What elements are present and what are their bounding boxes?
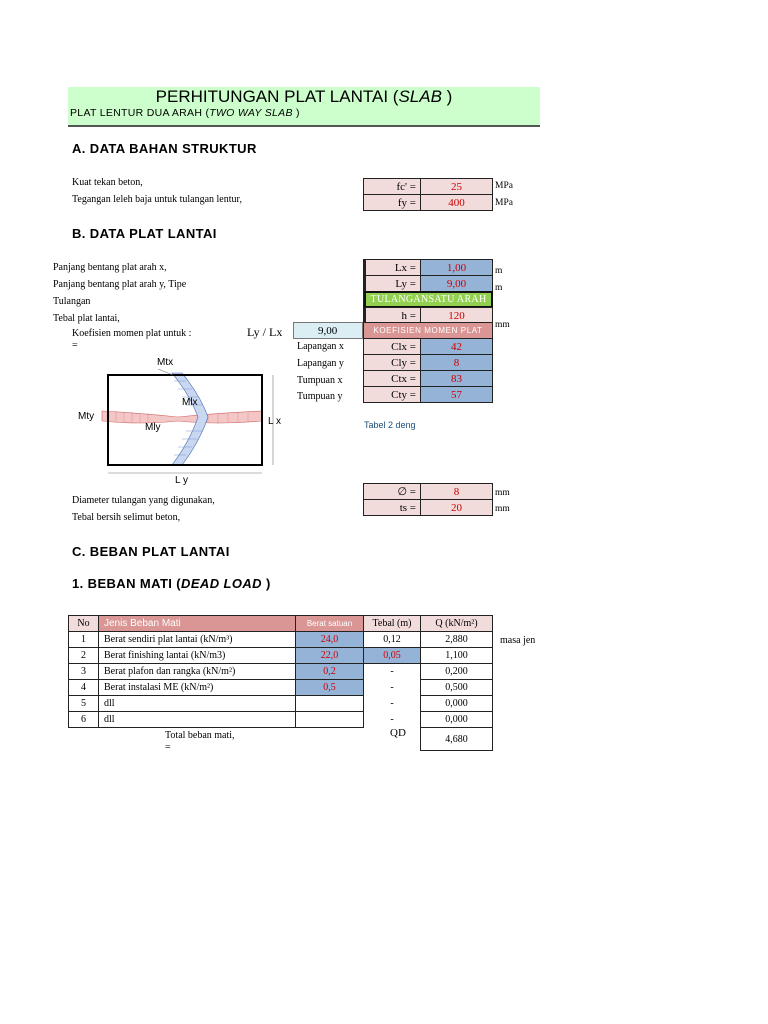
label-diameter: Diameter tulangan yang digunakan,	[72, 495, 215, 506]
label-mly: Mly	[145, 422, 161, 433]
ctx-symbol: Ctx =	[363, 370, 421, 387]
table-row-no: 1	[68, 631, 99, 648]
table-row-q: 2,880	[420, 631, 493, 648]
h-unit: mm	[495, 320, 510, 330]
ratio-value: 9,00	[293, 322, 363, 339]
table-row-no: 5	[68, 695, 99, 712]
table-row-jenis: Berat finishing lantai (kN/m3)	[98, 647, 296, 664]
cly-symbol: Cly =	[363, 354, 421, 371]
dead-load-heading: 1. BEBAN MATI (DEAD LOAD )	[72, 576, 271, 591]
table-row-no: 2	[68, 647, 99, 664]
clx-symbol: Clx =	[363, 338, 421, 355]
label-mty: Mty	[78, 411, 95, 422]
table-row-no: 4	[68, 679, 99, 696]
page-title: PERHITUNGAN PLAT LANTAI (SLAB )	[155, 87, 453, 106]
ts-unit: mm	[495, 504, 510, 514]
table-row-no: 6	[68, 711, 99, 728]
tabel-note: Tabel 2 deng	[364, 420, 416, 430]
label-fy: Tegangan leleh baja untuk tulangan lentur,	[72, 194, 242, 205]
label-lx-dim: L x	[268, 416, 281, 427]
table-row-q: 0,200	[420, 663, 493, 680]
total-value: 4,680	[420, 727, 493, 751]
coef-label-ly: Lapangan y	[297, 358, 344, 369]
th-q: Q (kN/m²)	[420, 615, 493, 632]
fc-unit: MPa	[495, 181, 513, 191]
ratio-label: Ly / Lx	[247, 325, 283, 339]
tulangan-type: TULANGANSATU ARAH	[364, 291, 493, 308]
table-row-tebal[interactable]: 0,05	[363, 647, 421, 664]
h-symbol: h =	[365, 307, 421, 324]
table-row-jenis: dll	[98, 711, 296, 728]
dia-symbol: ∅ =	[363, 483, 421, 500]
total-symbol: QD	[390, 727, 406, 739]
label-ly-dim: L y	[175, 475, 188, 486]
dia-unit: mm	[495, 488, 510, 498]
table-row-q: 0,000	[420, 695, 493, 712]
total-eq: =	[165, 742, 171, 753]
title-banner	[68, 87, 540, 127]
koef-header: KOEFISIEN MOMEN PLAT	[363, 322, 493, 339]
table-row-berat[interactable]	[295, 711, 364, 728]
label-ly: Panjang bentang plat arah y, Tipe	[53, 279, 187, 290]
table-row-q: 1,100	[420, 647, 493, 664]
label-lx: Panjang bentang plat arah x,	[53, 262, 167, 273]
fy-symbol: fy =	[363, 194, 421, 211]
label-selimut: Tebal bersih selimut beton,	[72, 512, 181, 523]
label-koef: Koefisien momen plat untuk :	[72, 328, 192, 339]
th-berat: Berat satuan	[295, 615, 364, 632]
ly-unit: m	[495, 283, 503, 293]
fc-symbol: fc' =	[363, 178, 421, 195]
ts-value[interactable]: 20	[420, 499, 493, 516]
cly-value[interactable]: 8	[420, 354, 493, 371]
table-row-jenis: Berat sendiri plat lantai (kN/m³)	[98, 631, 296, 648]
fy-unit: MPa	[495, 198, 513, 208]
th-no: No	[68, 615, 99, 632]
label-koef-eq: =	[72, 340, 78, 351]
table-row-jenis: Berat plafon dan rangka (kN/m²)	[98, 663, 296, 680]
dia-value[interactable]: 8	[420, 483, 493, 500]
table-row-q: 0,500	[420, 679, 493, 696]
lx-value[interactable]: 1,00	[420, 259, 493, 276]
clx-value[interactable]: 42	[420, 338, 493, 355]
cty-symbol: Cty =	[363, 386, 421, 403]
th-tebal: Tebal (m)	[363, 615, 421, 632]
coef-label-lx: Lapangan x	[297, 341, 344, 352]
section-c-heading: C. BEBAN PLAT LANTAI	[72, 544, 230, 559]
page-subtitle: PLAT LENTUR DUA ARAH (TWO WAY SLAB )	[70, 107, 300, 119]
table-row-berat[interactable]: 24,0	[295, 631, 364, 648]
table-row-jenis: dll	[98, 695, 296, 712]
fc-value[interactable]: 25	[420, 178, 493, 195]
table-row-tebal: -	[390, 666, 394, 677]
label-tebal: Tebal plat lantai,	[53, 313, 120, 324]
table-row-tebal: -	[390, 682, 394, 693]
table-row-berat[interactable]	[295, 695, 364, 712]
label-mtx: Mtx	[157, 357, 174, 368]
h-value[interactable]: 120	[420, 307, 493, 324]
fy-value[interactable]: 400	[420, 194, 493, 211]
lx-symbol: Lx =	[365, 259, 421, 276]
total-label: Total beban mati,	[165, 730, 235, 741]
side-note: masa jen	[500, 635, 536, 646]
coef-label-tx: Tumpuan x	[297, 375, 343, 386]
moment-diagram	[78, 355, 288, 485]
th-jenis: Jenis Beban Mati	[98, 615, 296, 632]
section-a-heading: A. DATA BAHAN STRUKTUR	[72, 141, 257, 156]
table-row-jenis: Berat instalasi ME (kN/m²)	[98, 679, 296, 696]
table-row-berat[interactable]: 0,2	[295, 663, 364, 680]
table-row-tebal: -	[390, 698, 394, 709]
table-row-no: 3	[68, 663, 99, 680]
cty-value[interactable]: 57	[420, 386, 493, 403]
ctx-value[interactable]: 83	[420, 370, 493, 387]
label-fc: Kuat tekan beton,	[72, 177, 143, 188]
coef-label-ty: Tumpuan y	[297, 391, 343, 402]
ly-symbol: Ly =	[365, 275, 421, 292]
ly-value[interactable]: 9,00	[420, 275, 493, 292]
ts-symbol: ts =	[363, 499, 421, 516]
section-b-heading: B. DATA PLAT LANTAI	[72, 226, 217, 241]
label-tulangan: Tulangan	[53, 296, 91, 307]
table-row-q: 0,000	[420, 711, 493, 728]
table-row-berat[interactable]: 0,5	[295, 679, 364, 696]
table-row-tebal: 0,12	[363, 631, 421, 648]
label-mlx: Mlx	[182, 397, 198, 408]
table-row-berat[interactable]: 22,0	[295, 647, 364, 664]
lx-unit: m	[495, 266, 503, 276]
table-row-tebal: -	[390, 714, 394, 725]
